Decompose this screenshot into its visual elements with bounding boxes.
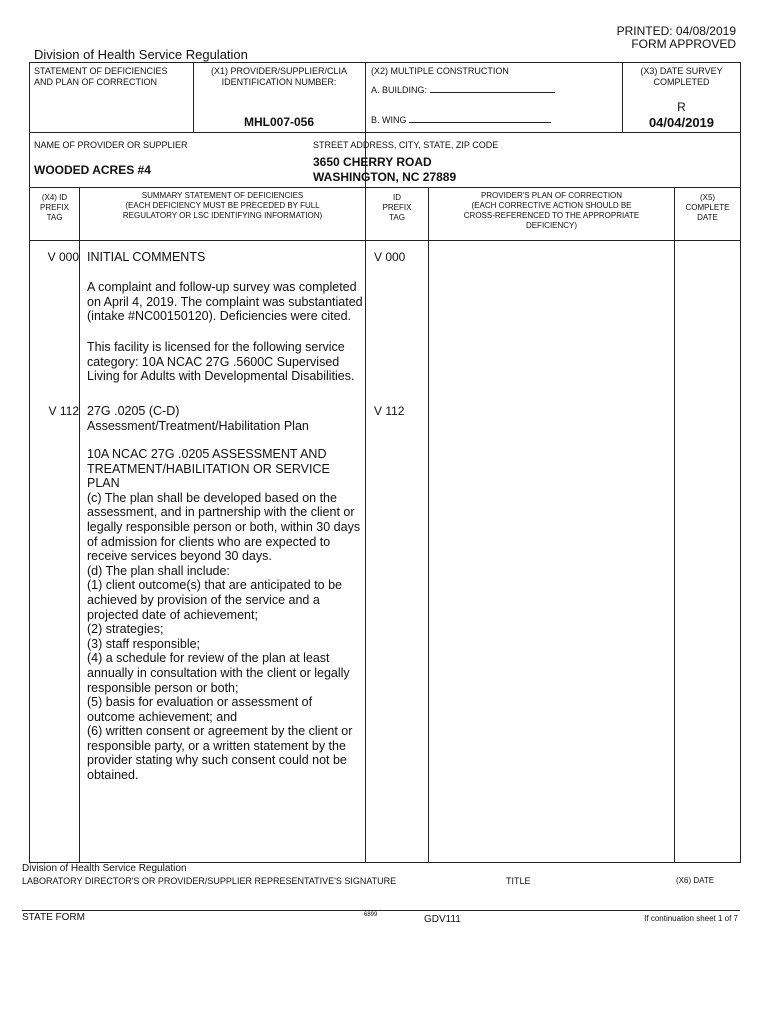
id-header: ID PREFIX TAG bbox=[382, 193, 412, 222]
division-title: Division of Health Service Regulation bbox=[34, 47, 248, 62]
provider-id: MHL007-056 bbox=[243, 115, 315, 129]
address-label: STREET ADDRESS, CITY, STATE, ZIP CODE bbox=[313, 140, 499, 150]
address: 3650 CHERRY ROAD WASHINGTON, NC 27889 bbox=[313, 155, 457, 184]
initial-comments-heading: INITIAL COMMENTS bbox=[87, 250, 206, 264]
tag-v112-right: V 112 bbox=[374, 404, 405, 418]
continuation-sheet: If continuation sheet 1 of 7 bbox=[644, 914, 738, 923]
building-field: A. BUILDING: bbox=[371, 83, 555, 96]
provider-name-label: NAME OF PROVIDER OR SUPPLIER bbox=[34, 140, 188, 150]
provider-name: WOODED ACRES #4 bbox=[34, 163, 151, 177]
license-paragraph: This facility is licensed for the following service category: 10A NCAC 27G .5600C Supervised Living for Adults with Developmental Disabilities. bbox=[87, 340, 355, 384]
x5-header: (X5) COMPLETE DATE bbox=[685, 193, 730, 222]
x1-label: (X1) PROVIDER/SUPPLIER/CLIA IDENTIFICATION NUMBER: bbox=[210, 66, 348, 87]
gdv-code: GDV111 bbox=[424, 914, 461, 925]
title-label: TITLE bbox=[506, 876, 531, 886]
wing-field: B. WING bbox=[371, 113, 551, 126]
x2-label: (X2) MULTIPLE CONSTRUCTION bbox=[371, 66, 509, 76]
footer-division: Division of Health Service Regulation bbox=[22, 863, 187, 874]
x4-header: (X4) ID PREFIX TAG bbox=[40, 193, 69, 222]
x3-r: R bbox=[677, 100, 686, 114]
tag-v000-right: V 000 bbox=[374, 250, 406, 264]
signature-label: LABORATORY DIRECTOR'S OR PROVIDER/SUPPLIER REPRESENTATIVE'S SIGNATURE bbox=[22, 876, 397, 886]
printed-date: PRINTED: 04/08/2019 bbox=[616, 24, 736, 38]
form-approved: FORM APPROVED bbox=[631, 37, 736, 51]
plan-header: PROVIDER'S PLAN OF CORRECTION (EACH CORRECTIVE ACTION SHOULD BE CROSS-REFERENCED TO THE APPROPRIATE DEFICIENCY) bbox=[463, 191, 640, 230]
tag-v112: V 112 bbox=[48, 404, 79, 418]
x3-label: (X3) DATE SURVEY COMPLETED bbox=[640, 66, 723, 87]
form-code: 6899 bbox=[364, 912, 378, 918]
state-form-label: STATE FORM bbox=[22, 912, 85, 923]
statement-label: STATEMENT OF DEFICIENCIES AND PLAN OF CORRECTION bbox=[34, 66, 168, 87]
rule-text: 10A NCAC 27G .0205 ASSESSMENT AND TREATMENT/HABILITATION OR SERVICE PLAN (c) The plan shall be developed based on the assessment, and in partnership with the client or legally responsible person or both, within 30 days of admission for clients who are expected to receive services beyond 30 days. (d) The plan shall include: (1) client outcome(s) that are anticipated to be achieved by provision of the service and a projected date of achievement; (2) strategies; (3) staff responsible; (4) a schedule for review of the plan at least annually in consultation with the client or legally responsible person or both; (5) basis for evaluation or assessment of outcome achievement; and (6) written consent or agreement by the client or responsible party, or a written statement by the provider stating why such consent could not be obtained. bbox=[87, 447, 361, 783]
rule-heading: 27G .0205 (C-D) Assessment/Treatment/Habilitation Plan bbox=[87, 404, 309, 433]
complaint-paragraph: A complaint and follow-up survey was completed on April 4, 2019. The complaint was substantiated (intake #NC00150120). Deficiencies were cited. bbox=[87, 280, 363, 324]
summary-header: SUMMARY STATEMENT OF DEFICIENCIES (EACH DEFICIENCY MUST BE PRECEDED BY FULL REGULATORY OR LSC IDENTIFYING INFORMATION) bbox=[122, 191, 323, 220]
tag-v000: V 000 bbox=[47, 250, 79, 264]
x6-date-label: (X6) DATE bbox=[676, 876, 715, 885]
survey-date: 04/04/2019 bbox=[648, 115, 715, 130]
